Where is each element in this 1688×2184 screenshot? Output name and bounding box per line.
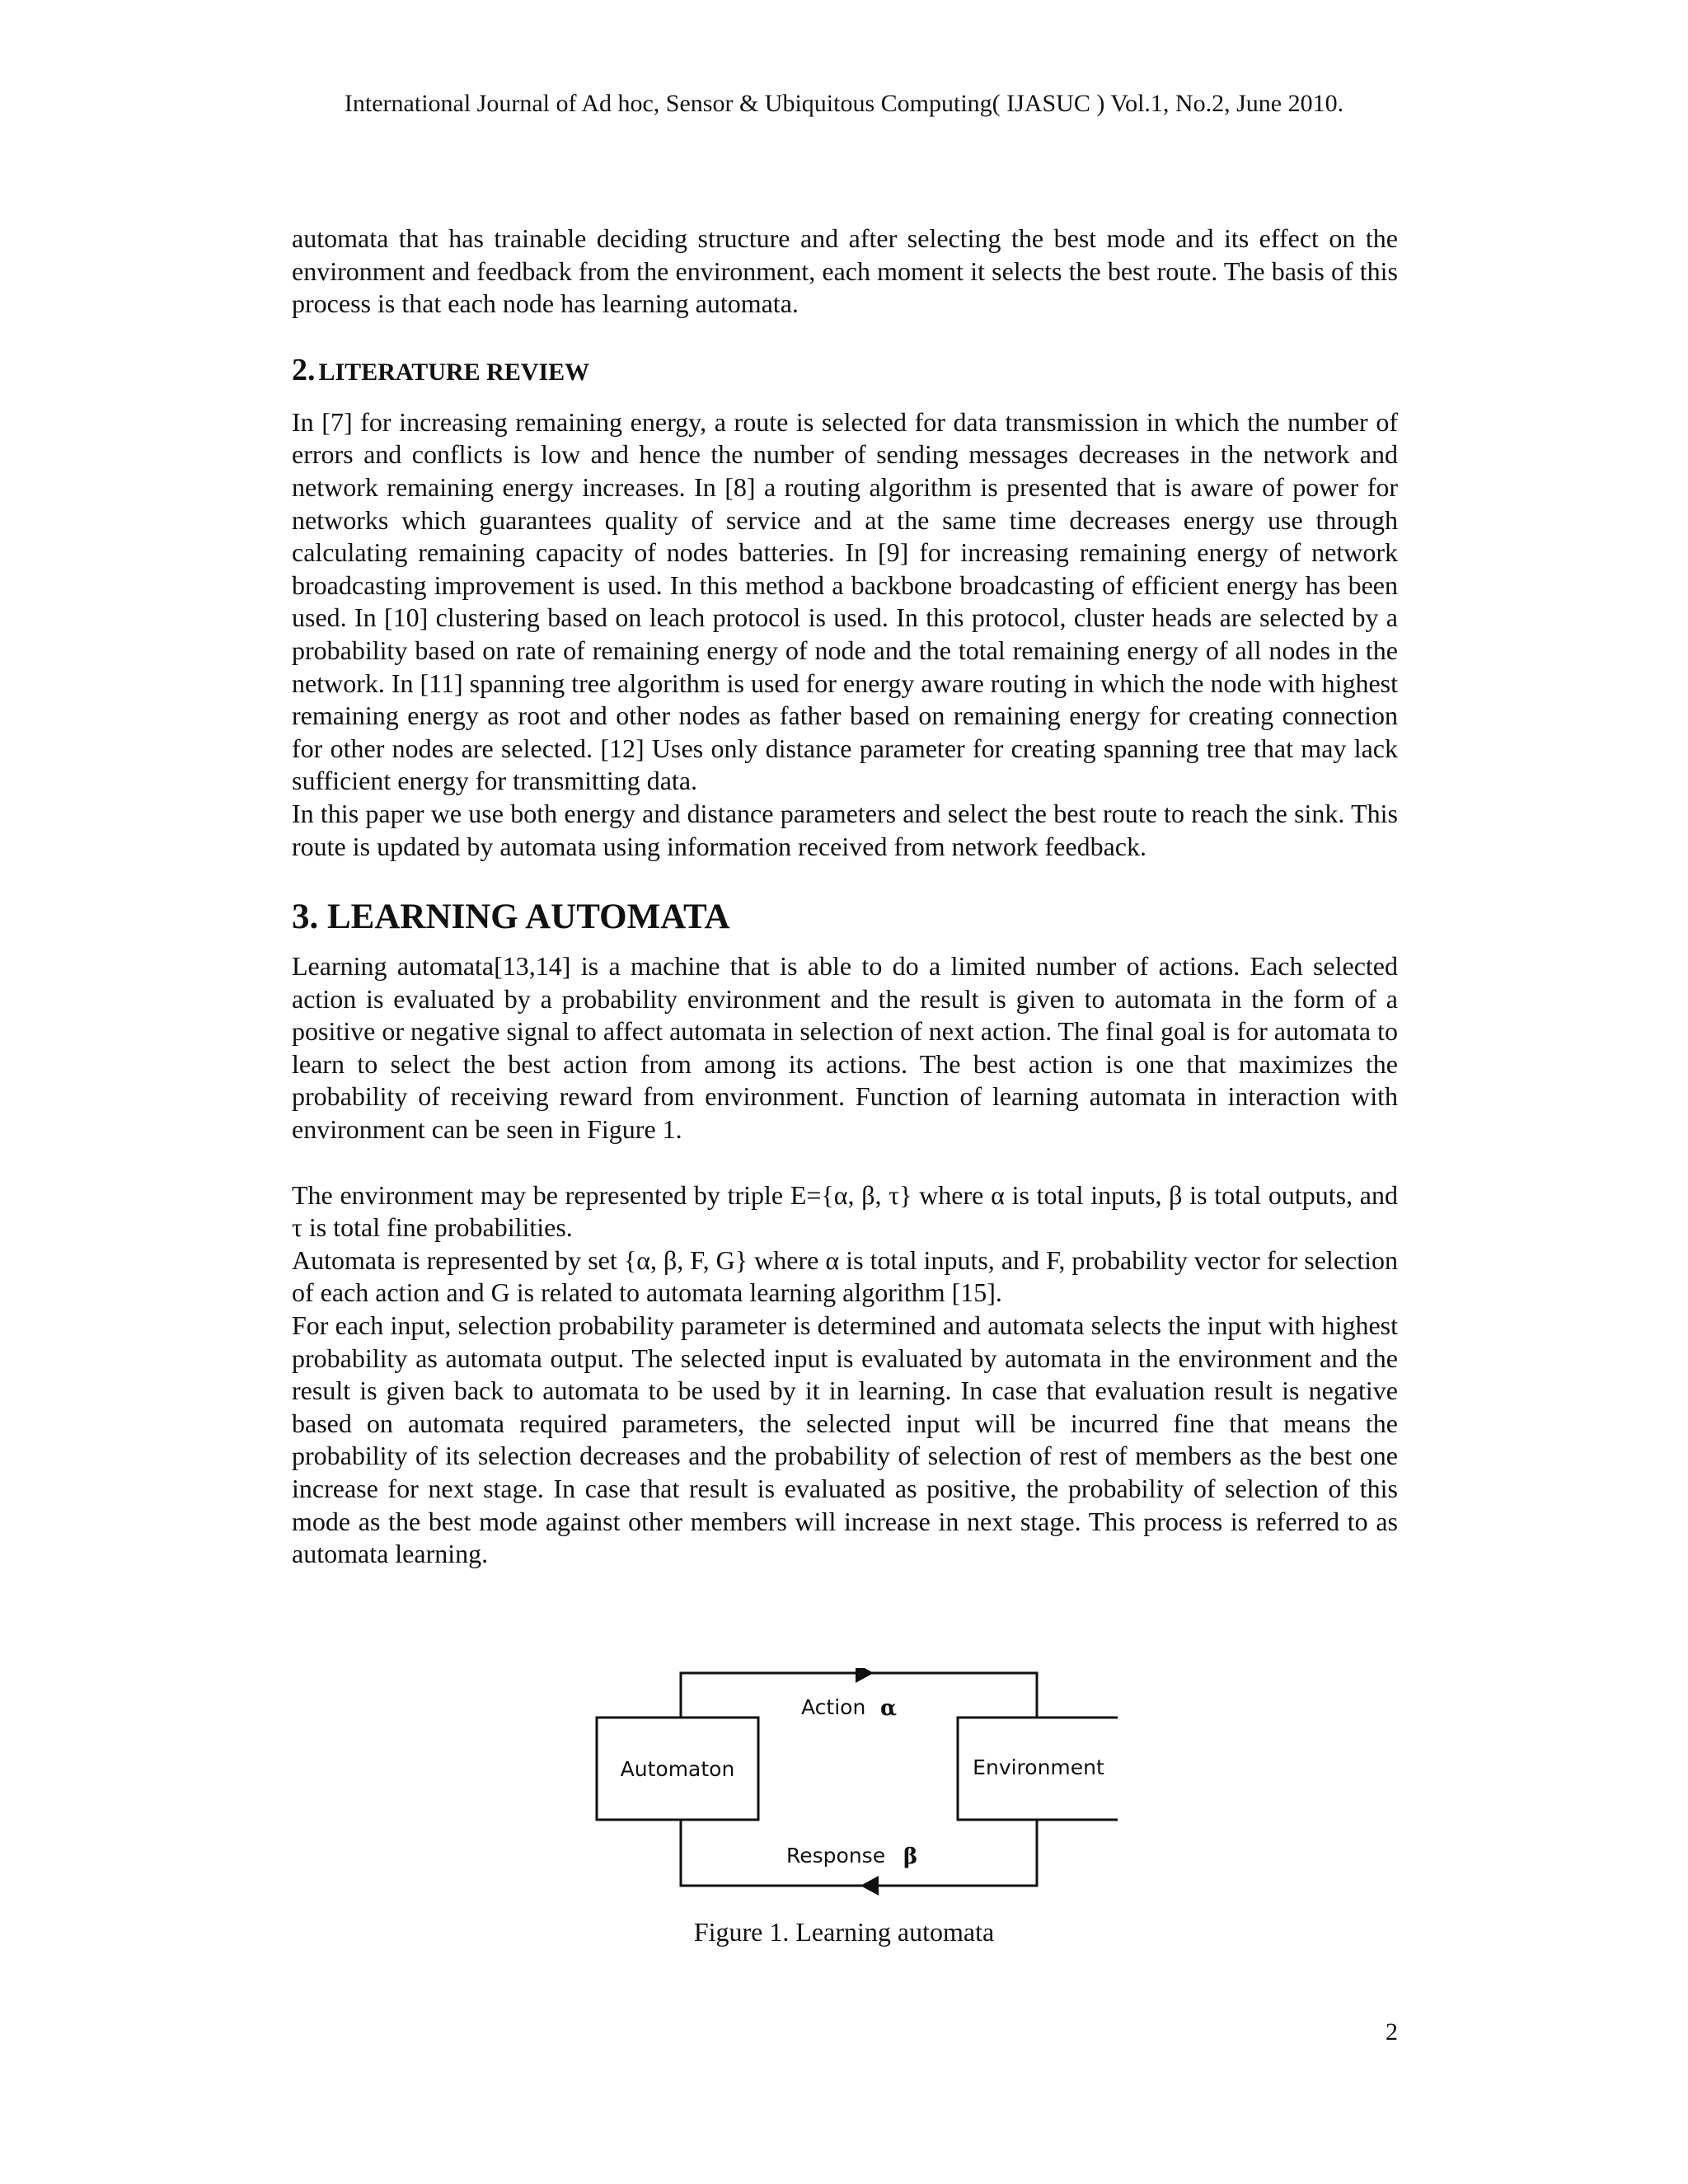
learning-automata-intro-paragraph: Learning automata[13,14] is a machine that is able to do a limited number of actions. Each selected action is evaluated by a probability environment and the result is given to automata in the form of a positive or negative signal to affect automata in selection of next action. The final goal is for automata to learn to select the best action from among its actions. The best action is one that maximizes the probability of receiving reward from environment. Function of learning automata in interaction with environment can be seen in Figure 1. xyxy=(292,951,1398,1145)
section-number: 2. xyxy=(292,352,316,387)
selection-process-paragraph: For each input, selection probability parameter is determined and automata selects the input with highest probability as automata output. The selected input is evaluated by automata in the environment and the result is given back to automata to be used by it in learning. In case that evaluation result is negative based on automata required parameters, the selected input will be incurred fine that means the probability of its selection decreases and the probability of selection of rest of members as the best one increase for next stage. In case that result is evaluated as positive, the probability of selection of this mode as the best mode against other members will increase in next stage. This process is referred to as automata learning. xyxy=(292,1310,1398,1569)
literature-review-paragraph: In [7] for increasing remaining energy, a route is selected for data transmission in which the number of errors and conflicts is low and hence the number of sending messages decreases in the network and network remaining energy increases. In [8] a routing algorithm is presented that is aware of power for networks which guarantees quality of service and at the same time decreases energy use through calculating remaining capacity of nodes batteries. In [9] for increasing remaining energy of network broadcasting improvement is used. In this method a backbone broadcasting of efficient energy has been used. In [10] clustering based on leach protocol is used. In this protocol, cluster heads are selected by a probability based on rate of remaining energy of node and the total remaining energy of all nodes in the network. In [11] spanning tree algorithm is used for energy aware routing in which the node with highest remaining energy as root and other nodes as father based on remaining energy for creating connection for other nodes are selected. [12] Uses only distance parameter for creating spanning tree that may lack sufficient energy for transmitting data. xyxy=(292,406,1398,796)
automaton-label: Automaton xyxy=(620,1757,735,1781)
environment-label: Environment xyxy=(973,1755,1104,1779)
response-arrowhead-icon xyxy=(860,1876,879,1896)
page-number: 2 xyxy=(1386,2018,1398,2046)
learning-automata-diagram xyxy=(590,1668,1118,1899)
section-title: LITERATURE REVIEW xyxy=(318,358,590,386)
figure-caption: Figure 1. Learning automata xyxy=(693,1917,995,1947)
diagram-canvas xyxy=(590,1668,1118,1899)
running-header: International Journal of Ad hoc, Sensor & Ubiquitous Computing( IJASUC ) Vol.1, No.2, June 2010. xyxy=(344,90,1344,117)
response-symbol: β xyxy=(903,1844,918,1869)
environment-definition-paragraph: The environment may be represented by triple E={α, β, τ} where α is total inputs, β is total outputs, and τ is total fine probabilities. xyxy=(292,1179,1398,1243)
article-body xyxy=(292,223,1398,1571)
automata-definition-paragraph: Automata is represented by set {α, β, F, G} where α is total inputs, and F, probability vector for selection of each action and G is related to automata learning algorithm [15]. xyxy=(292,1244,1398,1308)
paragraph-gap xyxy=(292,1146,1398,1179)
response-label: Response xyxy=(786,1844,886,1868)
section-heading-learning-automata: 3. LEARNING AUTOMATA xyxy=(292,898,730,937)
action-label: Action xyxy=(801,1695,866,1719)
literature-review-paragraph: In this paper we use both energy and distance parameters and select the best route to reach the sink. This route is updated by automata using information received from network feedback. xyxy=(292,798,1398,861)
action-symbol: α xyxy=(880,1696,898,1721)
intro-continuation-paragraph: automata that has trainable deciding structure and after selecting the best mode and its effect on the environment and feedback from the environment, each moment it selects the best route. The basis of this process is that each node has learning automata. xyxy=(292,223,1398,319)
action-arrowhead-icon xyxy=(856,1668,874,1683)
section-heading-literature-review xyxy=(292,352,1398,395)
